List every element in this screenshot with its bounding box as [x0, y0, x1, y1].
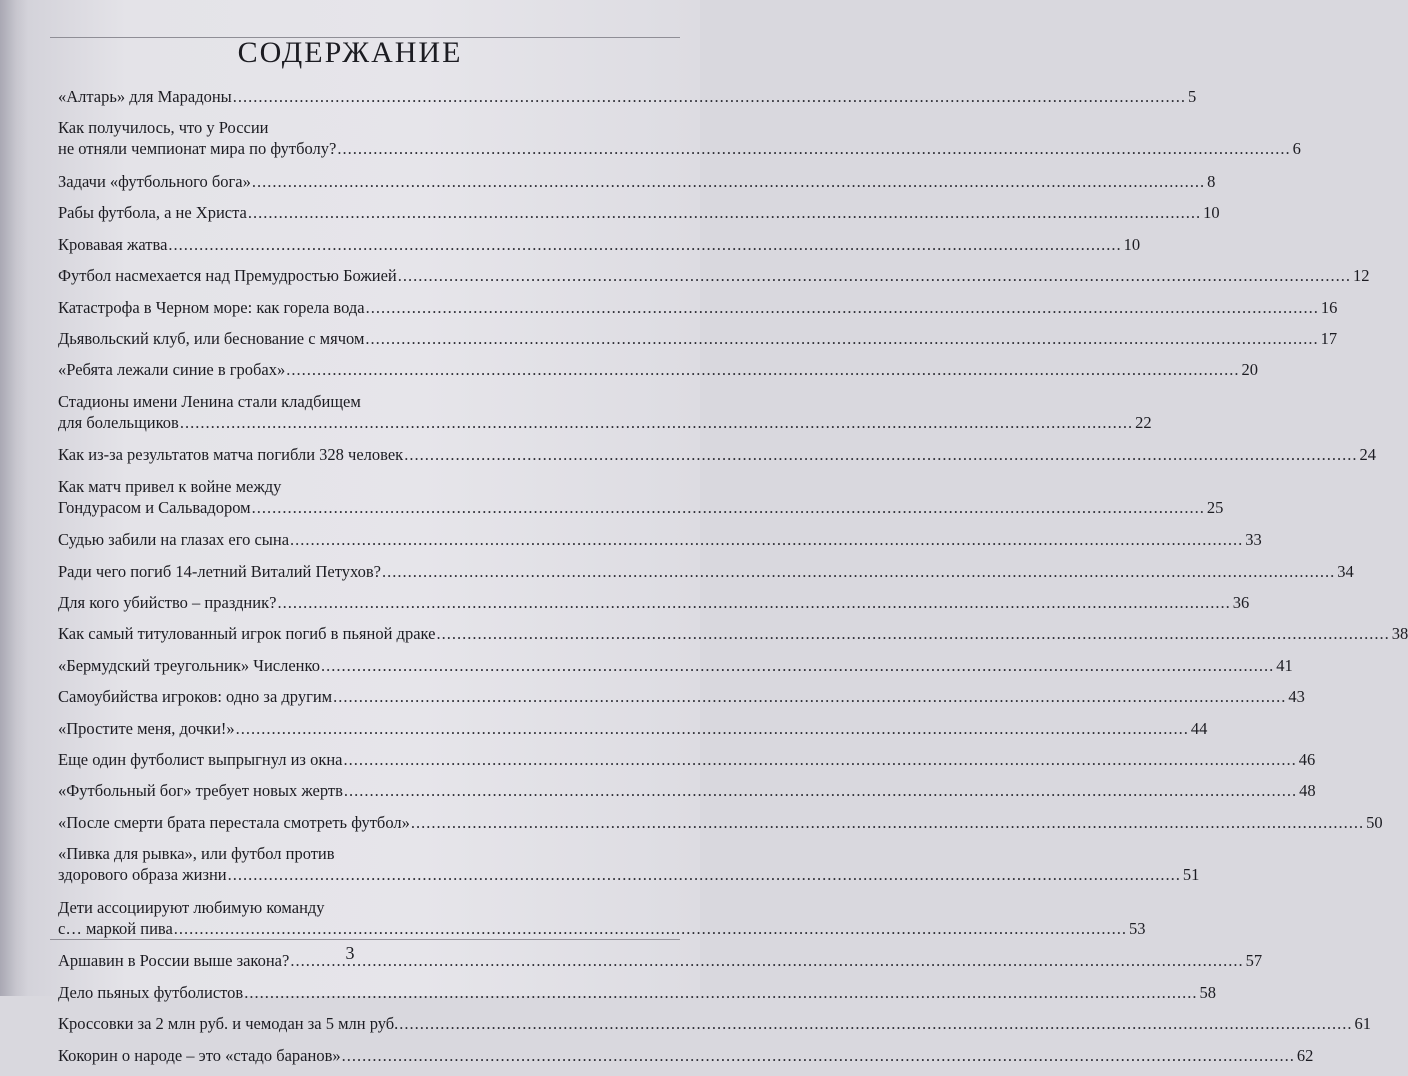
- toc-entry: [58, 749, 1316, 770]
- toc-entry-title-line: Кокорин о народе – это «стадо баранов»: [58, 1045, 341, 1065]
- toc-entry-title-line: «Пивка для рывка», или футбол против: [58, 844, 335, 864]
- toc-entry-title-line: Как самый титулованный игрок погиб в пьяной драке: [58, 624, 436, 644]
- toc-entry-page: 53: [1129, 918, 1146, 938]
- toc-entry: [58, 391, 1152, 433]
- toc-entry-row: [58, 1045, 1314, 1066]
- toc-entry-title-line: Судью забили на глазах его сына: [58, 530, 290, 550]
- toc-entry-row: [58, 234, 1141, 255]
- toc-entry-title-line: «Алтарь» для Марадоны: [58, 87, 232, 106]
- binding-shadow: [0, 0, 28, 996]
- toc-entry-title-line: Дело пьяных футболистов: [58, 982, 244, 1002]
- toc-entry-page: 48: [1299, 781, 1316, 801]
- toc-entry-row: [58, 718, 1208, 739]
- toc-entry-row: [58, 529, 1262, 550]
- toc-entry: [58, 1045, 1314, 1066]
- dot-leader: [168, 234, 1121, 255]
- dot-leader: [233, 86, 1186, 107]
- toc-entry-page: 58: [1199, 982, 1216, 1002]
- dot-leader: [236, 718, 1189, 739]
- dot-leader: [436, 623, 1389, 644]
- toc-entry-title-line: Кроссовки за 2 млн руб. и чемодан за 5 млн руб.: [58, 1014, 399, 1034]
- dot-leader: [344, 749, 1297, 770]
- toc-entry-row: [58, 497, 1224, 518]
- toc-entry-title-line: для болельщиков: [58, 412, 179, 432]
- toc-entry-page: 12: [1353, 266, 1370, 286]
- toc-entry-page: 46: [1298, 750, 1316, 770]
- toc-entry-row: [58, 265, 1370, 286]
- dot-leader: [321, 655, 1274, 676]
- dot-leader: [248, 202, 1201, 223]
- toc-entry-row: [58, 412, 1152, 433]
- toc-entry-title-line: Задачи «футбольного бога»: [58, 171, 251, 191]
- dot-leader: [382, 561, 1335, 582]
- toc-entry-title-line: Кровавая жатва: [58, 234, 168, 254]
- toc-entry: [58, 297, 1338, 318]
- toc-entry-page: 38: [1391, 624, 1408, 644]
- dot-leader: [286, 359, 1239, 380]
- toc-entry-row: [58, 780, 1316, 801]
- toc-entry: [58, 812, 1383, 833]
- toc-entry-title-line: Футбол насмехается над Премудростью Божией: [58, 266, 397, 286]
- page-title: СОДЕРЖАНИЕ: [237, 36, 463, 69]
- toc-entry-title-line: Еще один футболист выпрыгнул из окна: [58, 750, 343, 770]
- toc-entry-title-line: Как из-за результатов матча погибли 328 человек: [58, 445, 404, 465]
- toc-entry-row: [58, 749, 1316, 770]
- toc-entry-page: 62: [1296, 1045, 1314, 1065]
- dot-leader: [277, 592, 1230, 613]
- toc-entry: [58, 686, 1305, 707]
- toc-entry-page: 16: [1320, 297, 1338, 317]
- toc-entry-title-line: «Футбольный бог» требует новых жертв: [58, 781, 343, 801]
- toc-entry-row: [58, 86, 1197, 107]
- toc-entry-page: 50: [1366, 812, 1383, 832]
- toc-entry-page: 25: [1206, 497, 1224, 517]
- dot-leader: [404, 444, 1357, 465]
- toc-entry-row: [58, 359, 1258, 380]
- toc-entry: [58, 265, 1370, 286]
- dot-leader: [244, 982, 1197, 1003]
- toc-entry-row: [58, 686, 1305, 707]
- dot-leader: [290, 529, 1243, 550]
- toc-entry-page: 44: [1190, 718, 1208, 738]
- toc-entry-title-line: Ради чего погиб 14-летний Виталий Петухов?: [58, 561, 381, 581]
- toc-entry: [58, 476, 1224, 518]
- toc-entry: [58, 718, 1208, 739]
- toc-entry-page: 34: [1337, 561, 1354, 581]
- toc-entry-title-line: Как матч привел к войне между: [58, 476, 282, 496]
- toc-entry: [58, 328, 1338, 349]
- toc-entry-page: 10: [1203, 203, 1220, 223]
- toc-entry: [58, 202, 1220, 223]
- toc-entry-row: [58, 202, 1220, 223]
- toc-entry-title-line: Гондурасом и Сальвадором: [58, 497, 251, 517]
- page-number: 3: [345, 943, 355, 963]
- toc-entry-page: 36: [1232, 593, 1250, 613]
- toc-entry-row: [58, 982, 1216, 1003]
- toc-entry-page: 6: [1292, 139, 1301, 159]
- toc-entry-row: [58, 592, 1250, 613]
- dot-leader: [180, 412, 1133, 433]
- toc-entry-title-line: «Бермудский треугольник» Численко: [58, 655, 320, 675]
- toc-entry-title-line: «Ребята лежали синие в гробах»: [58, 360, 286, 380]
- toc-entry-page: 10: [1123, 234, 1141, 254]
- dot-leader: [411, 812, 1364, 833]
- toc-entry: [58, 655, 1293, 676]
- toc-entry-title-line: Стадионы имени Ленина стали кладбищем: [58, 391, 361, 411]
- toc-entry-page: 24: [1359, 445, 1376, 465]
- toc-entry-row: [58, 297, 1338, 318]
- toc-entry-title-line: с… маркой пива: [58, 918, 173, 938]
- toc-entry-title-line: «После смерти брата перестала смотреть футбол»: [58, 812, 410, 832]
- table-of-contents: [58, 86, 1408, 1076]
- toc-entry-page: 5: [1188, 87, 1197, 106]
- toc-entry: [58, 1013, 1372, 1034]
- dot-leader: [228, 864, 1181, 885]
- toc-entry-row: [58, 171, 1216, 192]
- toc-entry-page: 17: [1320, 328, 1338, 348]
- toc-entry-title-line: Для кого убийство – праздник?: [58, 593, 277, 613]
- toc-entry: [58, 117, 1301, 159]
- toc-entry-page: 61: [1354, 1014, 1372, 1034]
- toc-entry-title-line: здорового образа жизни: [58, 865, 227, 885]
- toc-entry-title-line: Рабы футбола, а не Христа: [58, 203, 247, 223]
- toc-entry-page: 33: [1245, 530, 1262, 550]
- toc-entry-title-line: Катастрофа в Черном море: как горела вода: [58, 297, 365, 317]
- toc-entry-row: [58, 918, 1146, 939]
- toc-entry-title-line: Дьявольский клуб, или беснование с мячом: [58, 328, 365, 348]
- toc-entry-row: [58, 812, 1383, 833]
- toc-entry-row: [58, 328, 1338, 349]
- dot-leader: [398, 265, 1351, 286]
- toc-entry-row: [58, 444, 1376, 465]
- toc-entry: [58, 444, 1376, 465]
- dot-leader: [174, 918, 1127, 939]
- toc-entry-row: [58, 864, 1200, 885]
- toc-entry: [58, 529, 1262, 550]
- dot-leader: [342, 1045, 1295, 1066]
- toc-entry-row: [58, 561, 1354, 582]
- dot-leader: [399, 1013, 1352, 1034]
- toc-entry: [58, 171, 1216, 192]
- toc-entry: [58, 843, 1200, 885]
- toc-entry: [58, 359, 1258, 380]
- toc-entry: [58, 561, 1354, 582]
- dot-leader: [365, 328, 1318, 349]
- toc-entry-page: 22: [1135, 412, 1152, 432]
- toc-entry-title-line: Как получилось, что у России: [58, 118, 269, 138]
- bottom-rule: [50, 939, 680, 940]
- toc-entry: [58, 86, 1197, 107]
- dot-leader: [344, 780, 1297, 801]
- toc-entry-page: 57: [1245, 951, 1263, 971]
- dot-leader: [337, 138, 1290, 159]
- toc-entry-row: [58, 138, 1301, 159]
- toc-entry-title-line: «Простите меня, дочки!»: [58, 718, 235, 738]
- toc-entry: [58, 897, 1146, 939]
- toc-entry-page: 51: [1182, 865, 1200, 885]
- toc-entry: [58, 623, 1408, 644]
- dot-leader: [252, 171, 1205, 192]
- toc-entry-row: [58, 655, 1293, 676]
- dot-leader: [252, 497, 1205, 518]
- toc-entry: [58, 592, 1250, 613]
- toc-entry: [58, 234, 1141, 255]
- toc-entry-title-line: Дети ассоциируют любимую команду: [58, 897, 325, 917]
- toc-entry-page: 8: [1207, 171, 1216, 191]
- toc-entry-page: 43: [1288, 687, 1305, 707]
- dot-leader: [366, 297, 1319, 318]
- toc-entry-row: [58, 1013, 1372, 1034]
- toc-entry-title-line: Самоубийства игроков: одно за другим: [58, 687, 333, 707]
- toc-entry: [58, 982, 1216, 1003]
- toc-entry-page: 20: [1241, 360, 1258, 380]
- dot-leader: [333, 686, 1286, 707]
- toc-entry-row: [58, 623, 1408, 644]
- toc-entry: [58, 780, 1316, 801]
- toc-entry-page: 41: [1276, 655, 1293, 675]
- toc-entry-title-line: не отняли чемпионат мира по футболу?: [58, 139, 337, 159]
- toc-entry-title-line: Аршавин в России выше закона?: [58, 951, 290, 971]
